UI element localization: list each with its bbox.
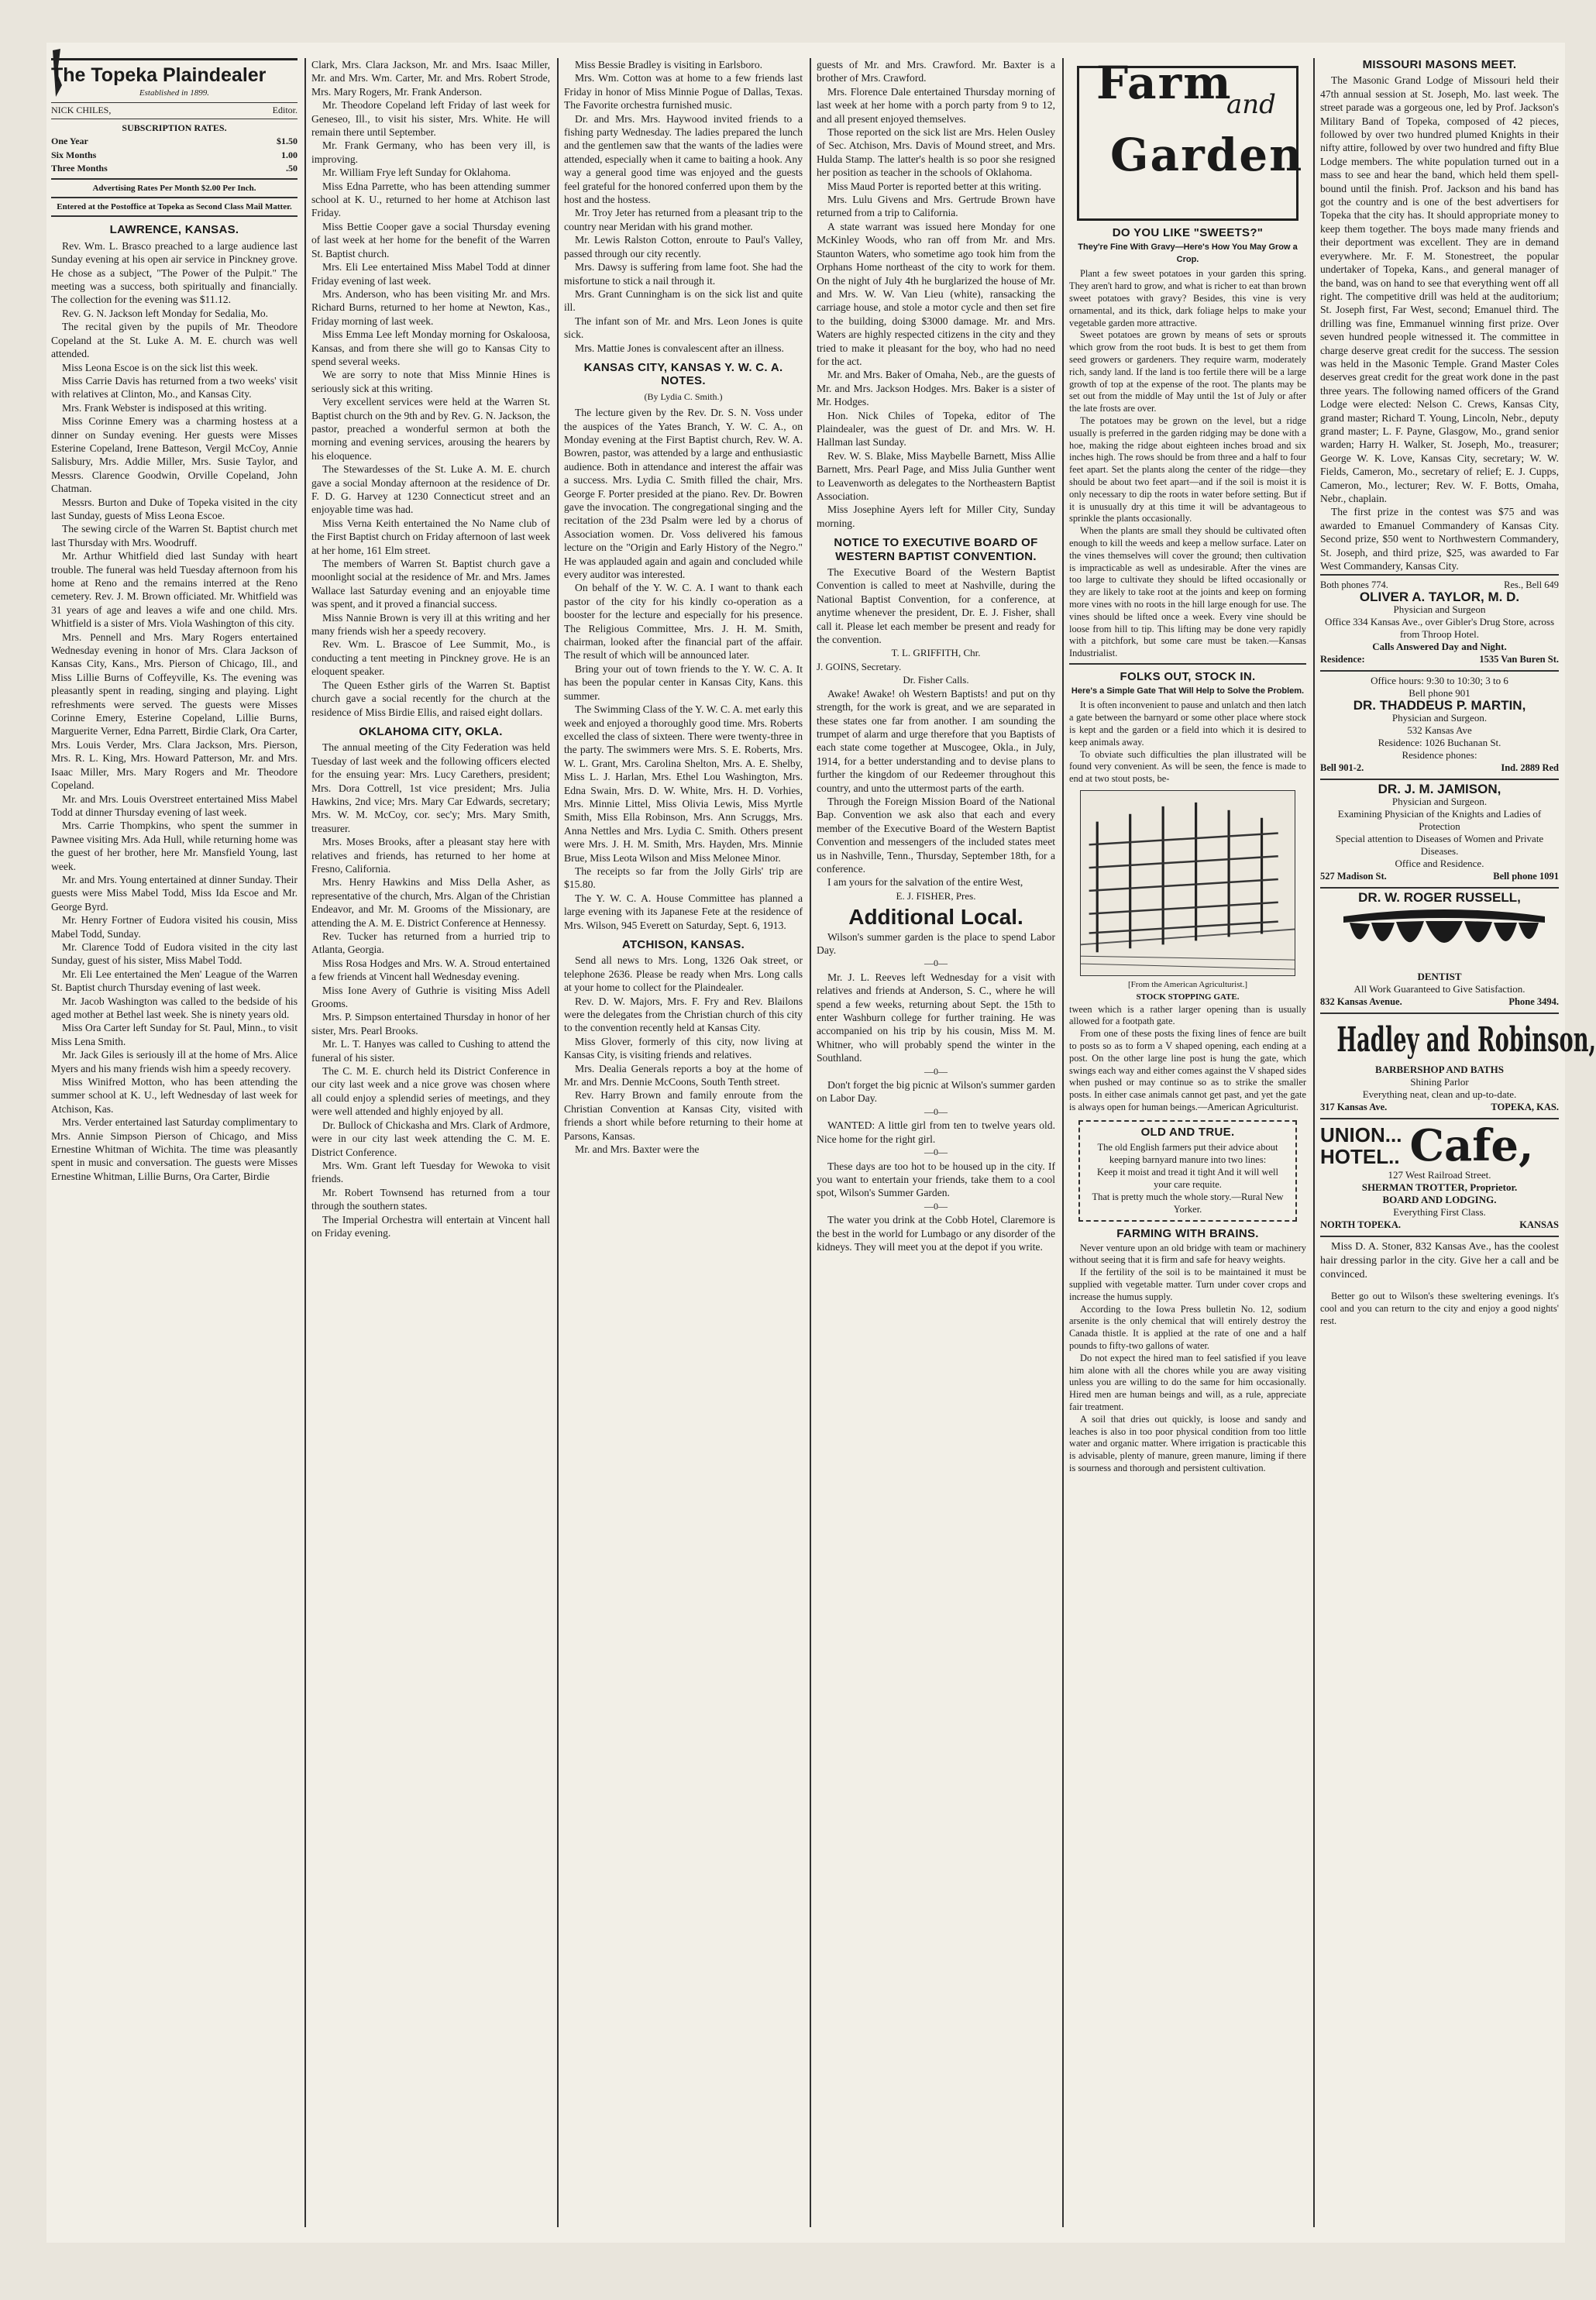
column-6 bbox=[1316, 58, 1596, 2227]
section-heading: ATCHISON, KANSAS. bbox=[621, 938, 745, 951]
byline: (By Lydia C. Smith.) bbox=[644, 390, 723, 402]
illustration-caption: STOCK STOPPING GATE. bbox=[1136, 992, 1240, 1002]
section-heading: KANSAS CITY, KANSAS Y. W. C. A. NOTES. bbox=[583, 360, 783, 388]
signature: J. GOINS, Secretary. bbox=[817, 660, 902, 672]
section-heading-large: Additional Local. bbox=[848, 905, 1023, 930]
teeth-illustration bbox=[1336, 909, 1553, 963]
article-body: Clark, Mrs. Clara Jackson, Mr. and Mrs. Isaac Miller, Mr. and Mrs. Wm. Carter, Mr. and Mrs. Robert Strode, Mrs. Mary Rogers, Mr. Frank Anderson. Mr. Theodore Copeland left Friday of last week for Geneseo, Ill., to visit his sister, Mrs. White. He will remain there until September. Mr. Frank Germany, who has been very ill, is improving. Mr. William Frye left Sunday for Oklahoma. Miss Edna Parrette, who has been attending summer school at K. U., returned to her home at Atchison last Friday. Miss Bettie Cooper gave a social Thursday evening of last week at her home for the benefit of the Warren St. Baptist church. Mrs. Eli Lee entertained Miss Mabel Todd at dinner Friday evening of last week. Mrs. Anderson, who has been visiting Mr. and Mrs. Richard Burns, returned to her home at Newton, Kas., Friday morning of last week. Miss Emma Lee left Monday morning for Oskaloosa, Kansas, and from there she will go to Kansas City to spend several weeks. We are sorry to note that Miss Minnie Hines is seriously sick at this writing. Very excellent services were held at the Warren St. Baptist church on the 9th and by Rev. G. N. Jackson, the pastor, preached a wonderful sermon at both the morning and evening services, arousing the hearers by his eloquence. The Stewardesses of the St. Luke A. M. E. church gave a social Monday afternoon at the residence of Dr. F. D. G. Harvey at 1230 Connecticut street and an enjoyable time was had. Miss Verna Keith entertained the No Name club of the First Baptist church on Friday afternoon of last week at her home, 161 Elm street. The members of Warren St. Baptist church gave a moonlight social at the residence of Mr. and Mrs. James Wallace last Saturday evening and an enjoyable time was spent, and it proved a financial success. Miss Nannie Brown is very ill at this writing and her many friends wish her a speedy recovery. Rev. Wm. L. Brascoe of Lee Summit, Mo., is conducting a tent meeting in Pinckney grove. He is an eloquent speaker. The Queen Esther girls of the Warren St. Baptist church gave a social recently for the church at the residence of Miss Birdie Ellis, and raised eight dollars. bbox=[311, 59, 550, 718]
article-body: guests of Mr. and Mrs. Crawford. Mr. Baxter is a brother of Mrs. Crawford. Mrs. Florence Dale entertained Thursday morning of last week at her home with a porch party from 9 to 12, and all present enjoyed themselves. Those reported on the sick list are Mrs. Helen Ousley of Sec. Atchison, Mrs. Davis of Mound street, and Mrs. Hulda Stamp. The latter's health is so poor she resigned her position as teacher in the schools of Oklahoma. Miss Maud Porter is reported better at this writing. Mrs. Lulu Givens and Mrs. Gertrude Brown have returned from a trip to California. A state warrant was issued here Monday for one McKinley Woods, who ran off from Mr. and Mrs. Staunton Waters, who sometime ago took him from the Orphans Home northeast of the city to work for them. On the night of July 4th he burglarized the house of Mr. and Mrs. W. W. Van Lieu (white), ransacking the carriage house, and stole a motor cycle and then set fire to the building, doing $3000 damage. Mr. and Mrs. Waters are highly respected citizens in the city and they tried to make it pleasant for the boy, who had no need for the act. Mr. and Mrs. Baker of Omaha, Neb., are the guests of Mr. and Mrs. Jackson Hodges. Mrs. Baker is a sister of Mr. Hodges. Hon. Nick Chiles of Topeka, editor of The Plaindealer, was the guest of Dr. and Mrs. W. H. Hallman last Sunday. Rev. W. S. Blake, Miss Maybelle Barnett, Miss Allie Barnett, Mrs. Pearl Page, and Miss Julia Gunther went to Leavenworth as delegates to the Northeastern Baptist Association. Miss Josephine Ayers left for Miller City, Sunday morning. bbox=[817, 59, 1055, 529]
old-and-true-box: OLD AND TRUE. The old English farmers put their advice about keeping barnyard manure into two lines: Keep it moist and tread it tight And it will well your care requite. That is pretty much the whole story.—Rural New Yorker. bbox=[1078, 1120, 1297, 1222]
notice-wilson: Better go out to Wilson's these sweltering evenings. It's cool and you can return to the city and enjoy a good nights' rest. bbox=[1320, 1291, 1559, 1327]
newspaper-page bbox=[46, 43, 1596, 2243]
article-body: Send all news to Mrs. Long, 1326 Oak street, or telephone 2636. Please be ready when Mrs. Long calls at your home to collect for the Plaindealer. Rev. D. W. Majors, Mrs. F. Fry and Rev. Blailons were the delegates from the Christian church of this city to the convention recently held at Kansas City. Miss Glover, formerly of this city, now living at Kansas City, is visiting friends and relatives. Mrs. Dealia Generals reports a boy at the home of Mr. and Mrs. Dennie McCoons, South Tenth street. Rev. Harry Brown and family enroute from the Christian Convention at Kansas City, visited with friends a short while before returning to their home at Parsons, Kansas. Mr. and Mrs. Baxter were the bbox=[564, 954, 803, 1156]
subscription-title: SUBSCRIPTION RATES. bbox=[122, 122, 227, 133]
ad-oliver-taylor: Both phones 774. Res., Bell 649 OLIVER A. TAYLOR, M. D. Physician and Surgeon Office 334 Kansas Ave., over Gibler's Drug Store, across from Throop Hotel. Calls Answered Day and Night. Residence: 1535 Van Buren St. bbox=[1320, 574, 1559, 669]
banner-word-and: and bbox=[1226, 89, 1276, 120]
ad-jamison: DR. J. M. JAMISON, Physician and Surgeon. Examining Physician of the Knights and Ladies of Protection Special attention to Diseases of Women and Private Diseases. Office and Residence. 527 Madison St. Bell phone 1091 bbox=[1320, 779, 1559, 885]
rate-row: Six Months 1.00 bbox=[51, 149, 298, 160]
fence-gate-image bbox=[1081, 791, 1295, 975]
section-heading: OKLAHOMA CITY, OKLA. bbox=[359, 724, 503, 738]
masthead-established: Established in 1899. bbox=[139, 88, 210, 98]
subheading: Dr. Fisher Calls. bbox=[903, 674, 969, 686]
ad-hadley-robinson: Hadley and Robinson, BARBERSHOP AND BATHS Shining Parlor Everything neat, clean and up-to-date. 317 Kansas Ave. TOPEKA, KAS. bbox=[1320, 1012, 1559, 1116]
section-heading: DO YOU LIKE "SWEETS?" bbox=[1112, 226, 1264, 239]
section-heading: FARMING WITH BRAINS. bbox=[1116, 1226, 1259, 1240]
article-body: Awake! Awake! oh Western Baptists! and put on thy strength, for the work is great, and we are separated in these states one far from another. I am sounding the trumpet of alarm and urge therefore that you Baptists of each state come together at Muscogee, Okla., in July, 1914, for a better understanding and to devise plans to further the kingdom of our Redeemer throughout this country, and unto the uttermost parts of the earth. Through the Foreign Mission Board of the National Bap. Convention we ask also that each and every member of the Executive Board of the Western Baptist Convention and messengers of the included states meet us in Nashville, Tenn., Thursday, September 18th, for a conference. I am yours for the salvation of the entire West, bbox=[817, 687, 1055, 889]
signature: T. L. GRIFFITH, Chr. bbox=[891, 647, 981, 659]
section-heading: LAWRENCE, KANSAS. bbox=[109, 223, 239, 237]
article-body: tween which is a rather larger opening than is usually allowed for a footpath gate. From one of these posts the fixing lines of fence are built to posts so as to form a V shaped opening, each ending at a post. On the other large line post is hung the gate, which swings each way and either comes against the V shaped sides when pushed or may continue so as to strike the smaller posts. In either case animals cannot get past, and yet the gate is always open for human beings.—American Agriculturist. bbox=[1069, 1003, 1306, 1113]
farm-and-garden-banner bbox=[1077, 57, 1304, 221]
article-body: The Executive Board of the Western Baptist Convention is called to meet at Nashville, during the National Baptist Convention, for a conference, at anytime whenever the president, Dr. E. J. Fisher, shall call it. Please let each member be present and ready for the convention. bbox=[817, 566, 1055, 646]
section-heading: OLD AND TRUE. bbox=[1140, 1125, 1235, 1139]
ad-union-hotel-cafe: UNION... HOTEL.. Cafe, 127 West Railroad Street. SHERMAN TROTTER, Proprietor. BOARD AND LODGING. Everything First Class. NORTH TOPEKA. KANSAS bbox=[1320, 1118, 1559, 1234]
column-4 bbox=[812, 58, 1060, 2227]
editor-line bbox=[51, 102, 298, 119]
article-body: The lecture given by the Rev. Dr. S. N. Voss under the auspices of the Yates Branch, Y. W. C. A., on Monday evening at the First Baptist church, Rev. W. A. Bowren, pastor, was attended by a large and enthusiastic audience. Both in attendance and interest the affair was a success. Mrs. Lydia C. Smith filled the chair, Mrs. George F. Porter presided at the piano. Rev. Dr. Bowren gave the invocation. The congregational singing and the recitation of the 23d Psalm were led by a chorus of Association women. Dr. Voss delivered his famous lecture on the "Origin and Early History of the Negro." He was applauded again and again and concluded while every auditor was interested. On behalf of the Y. W. C. A. I want to thank each pastor of the city for his kindly co-operation as a booster for the lecture and especially for his presence. The Religious Committee, Mrs. J. H. M. Smith, chairman, looked after the financial part of the affair. The result of which will be announced later. Bring your out of town friends to the Y. W. C. A. It has been the popular center in Kansas City, Kans. this summer. The Swimming Class of the Y. W. C. A. met early this week and enjoyed a thoroughly good time. Mrs. Roberts excelled the class of sixteen. There were twenty-three in the party. The swimmers were Mrs. S. E. Roberts, Mrs. W. L. Grant, Mrs. Carolina Shelton, Mrs. A. E. Shelby, Miss L. J. Harlan, Mrs. Ethel Lou Washington, Mrs. Edna Swain, Mrs. D. W. White, Mrs. H. D. Vorhies, Mrs. Minnie Littel, Miss Olivia Lewis, Miss Myrtle Smith, Miss Ella Robinson, Mrs. Ann Scruggs, Mrs. Anna Nettles and Mrs. Lydia C. Smith. Others present were Mrs. J. H. M. Smith, Mrs. Hayden, Mrs. Minnie Brue, Miss Leota Wilson and Miss Melonee Minor. The receipts so far from the Jolly Girls' trip are $15.80. The Y. W. C. A. House Committee has planned a large evening with its Japanese Fete at the residence of Mrs. Wilson, 945 Everett on Saturday, Sept. 6, 1913. bbox=[564, 407, 803, 931]
section-heading: NOTICE TO EXECUTIVE BOARD OF WESTERN BAPTIST CONVENTION. bbox=[834, 536, 1038, 563]
rate-row: One Year $1.50 bbox=[51, 136, 298, 147]
editor-name: NICK CHILES, bbox=[51, 105, 112, 116]
column-3 bbox=[559, 58, 807, 2227]
gate-illustration bbox=[1080, 790, 1295, 976]
subheading: They're Fine With Gravy—Here's How You May Grow a Crop. bbox=[1078, 242, 1298, 264]
section-heading: MISSOURI MASONS MEET. bbox=[1362, 58, 1517, 71]
article-body: The Masonic Grand Lodge of Missouri held their 47th annual session at St. Joseph, Mo. last week. The street parade was a gorgeous one, led by Prof. Jackson's Military Band of Topeka, composed of 42 pieces, followed by over two hundred plumed Knights in their nifty attire, followed by over two hundred and fifty Blue Lodge members. The white population turned out in a mass to see and hear the band, which held them spell-bound until the finish. Prof. Jackson and his band has got the country and is one of the best advertisers for Topeka that the city has. It should appropriate money to keep them together. The boys made many friends and their deportment was excellent. They are in demand everywhere. Mr. F. M. Stonestreet, the popular undertaker of Topeka, Kans., and general manager of the band, was on hand to see that everything went off all right. The competitive drill was held at the auditorium; St. Joseph first, Far West, second; Emanuel third. The drilling was fine, Emmanuel winning first prize. Over seven hundred people witnessed it. The committee in charge deserve great credit for the success. The session was held in the Masonic Temple. Grand Master Coles deserves great credit for the great work done in the past three years. The following named officers of the Grand Lodge were elected: Nelson C. Crews, Kansas City, grand master; Richard T. Young, Lincoln, Nebr., deputy grand master; L. F. Payne, Glasgow, Mo., grand senior warden; Harry H. Walker, St. Joseph, Mo., treasurer; George W. K. Love, Kansas City, secretary; W. W. Fields, Cameron, Mo., secretary of relief; E. J. Cupps, Cameron, Mo., lecturer; Rev. W. F. Botts, Omaha, Nebr., chaplain. The first prize in the contest was $75 and was awarded to Emanuel Commandery of Kansas City. Second prize, $50 went to Northwestern Commandery, St. Joseph, and third prize, $25, was awarded to Far West Commandery, Kansas City. bbox=[1320, 74, 1559, 572]
masthead-title: The Topeka Plaindealer bbox=[51, 58, 298, 87]
ad-roger-russell: DR. W. ROGER RUSSELL, DENTIST All Work Guaranteed to Give Satisfaction. 832 Kansas Avenue. Phone 3494. bbox=[1320, 887, 1559, 1011]
column-2 bbox=[307, 58, 555, 2227]
column-1 bbox=[46, 58, 302, 2227]
subheading: Here's a Simple Gate That Will Help to Solve the Problem. bbox=[1071, 686, 1305, 696]
article-body: Never venture upon an old bridge with team or machinery without seeing that it is firm and safe for heavy weights. If the fertility of the soil is to be maintained it must be supplied with vegetable matter. Turn under cover crops and increase the humus supply. According to the Iowa Press bulletin No. 12, sodium arsenite is the only chemical that will entirely destroy the Canada thistle. It is applied at the rate of one and a half pounds to fifty-two gallons of water. Do not expect the hired man to feel satisfied if you leave him alone with all the chores while you are away visiting unless you are willing to do the same for him occasionally. Hired men are human beings and will, as a rule, appreciate fair treatment. A soil that dries out quickly, is loose and sandy and leaches is also in too poor physical condition from too little water and organic matter. Where irrigation is practicable this is advisable, plenty of manure, green manure, liming if there is sourness and thorough and persistent cultivation. bbox=[1069, 1242, 1306, 1473]
editor-role: Editor. bbox=[272, 105, 298, 116]
banner-word-garden: Garden bbox=[1110, 129, 1304, 181]
postoffice-notice: Entered at the Postoffice at Topeka as Second Class Mail Matter. bbox=[57, 202, 292, 212]
article-body: Plant a few sweet potatoes in your garden this spring. They aren't hard to grow, and what is richer to eat than brown sweet potatoes with gravy? Besides, this vine is very ornamental, and its thick, dark foliage helps to make your vegetable garden more attractive. Sweet potatoes are grown by means of sets or sprouts which grow from the root buds. It is best to get them from seed growers or gardeners. They require warm, moderately rich, sandy land. If the land is too fertile there will be a large growth of top at the expense of the root. The plants may be set out from the middle of May until the 1st of July or after the late frosts are over. The potatoes may be grown on the level, but a ridge usually is preferred in the garden ridging may be done with a hoe, making the ridge about eighteen inches broad and six inches high. The rows should be from three and a half to four feet apart. Set the plants along the center of the ridge—they should be about two feet apart—and if the soil is moist it is only necessary to dip the roots in water before setting. But if it is unusually dry at this time it will be advantageous to sprinkle the plants occasionally. When the plants are small they should be cultivated often enough to kill the weeds and keep a mellow surface. Later on the vines themselves will cover the ground; then cultivation is impracticable as well as undesirable. After the vines are too large to cultivate they should be lifted occasionally or they are likely to take root at the joints and keep on forming more vines with no roots in the hill large enough for use. The vines should be lifted once a week. Every vine should be loose from hill to tip. This lifting may be done very rapidly with a pitchfork, but some care must be taken.—Kansas Industrialist. bbox=[1069, 268, 1306, 659]
notice-stoner: Miss D. A. Stoner, 832 Kansas Ave., has the coolest hair dressing parlor in the city. Give her a call and be convinced. bbox=[1320, 1236, 1559, 1285]
column-5 bbox=[1065, 58, 1311, 2227]
article-body: Rev. Wm. L. Brasco preached to a large audience last Sunday evening at his open air service in Pinckney grove. He chose as a subject, "The Power of the Pulpit." The meeting was a success, both spiritually and financially. The collection for the evening was $11.12. Rev. G. N. Jackson left Monday for Sedalia, Mo. The recital given by the pupils of Mr. Theodore Copeland at the St. Luke A. M. E. church was well attended. Miss Leona Escoe is on the sick list this week. Miss Carrie Davis has returned from a two weeks' visit with relatives at Clinton, Mo., and Kansas City. Mrs. Frank Webster is indisposed at this writing. Miss Corinne Emery was a charming hostess at a dinner on Sunday evening. Her guests were Misses Esterine Copeland, Irene Batteson, Vergil McCoy, Annie Salisbury, Mrs. Addie Miller, Mrs. Susie Taylor, and Messrs. Clarence Goodwin, Orville Copeland, John Chatman. Messrs. Burton and Duke of Topeka visited in the city last Sunday, guests of Miss Leona Escoe. The sewing circle of the Warren St. Baptist church met last Thursday with Mrs. Woodruff. Mr. Arthur Whitfield died last Sunday with heart trouble. The funeral was held Tuesday afternoon from his home at Reno and the remains interred at the Reno cemetery. Rev. J. M. Brown officiated. Mr. Whitfield was 31 years of age and leaves a wife and one child. Mrs. Whitfield is a sister of Mrs. Viola Washington of this city. Mrs. Pennell and Mrs. Mary Rogers entertained Wednesday evening in honor of Mrs. Clara Jackson of Kansas City, Kans., Mrs. Pierson of Chicago, Ill., and Miss Lillie Burns of Coffeyville, Ks. The evening was pleasantly spent in reading, singing and playing. Light refreshments were served. The guests were Misses Corinne Emery, Esterine Copeland, Lillie Burns, Marguerite Verner, Edna Parrett, Birdie Clark, Ora Carter, Mrs. Louis Verder, Mrs. Clara Jackson, Mrs. Pierson, Mrs. R. L. King, Mrs. Howard Patterson, Mr. and Mrs. Isaac Miller, Mrs. Mary Rogers and Mr. Theodore Copeland. Mr. and Mrs. Louis Overstreet entertained Miss Mabel Todd at dinner Thursday evening of last week. Mrs. Carrie Thompkins, who spent the summer in Pawnee visiting Mrs. Ada Hull, while returning home was the guest of her brother, here Mr. Mansfield Young, last week. Mr. and Mrs. Young entertained at dinner Sunday. Their guests were Miss Mabel Todd, Miss Ida Escoe and Mr. George Byrd. Mr. Henry Fortner of Eudora visited his cousin, Miss Mabel Todd, Sunday. Mr. Clarence Todd of Eudora visited in the city last Sunday, guest of his sister, Miss Mabel Todd. Mr. Eli Lee entertained the Men' League of the Warren St. Baptist church Thursday evening of last week. Mr. Jacob Washington was called to the bedside of his aged mother at Bethel last week. She is ninety years old. Miss Ora Carter left Sunday for St. Paul, Minn., to visit Miss Lena Smith. Mr. Jack Giles is seriously ill at the home of Mrs. Alice Myers and his many friends wish him a speedy recovery. Miss Winifred Motton, who has been attending the summer school at K. U., left Wednesday of last week for Atchison, Kas. Mrs. Verder entertained last Saturday complimentary to Mrs. Annie Simpson Pierson of Chicago, and Miss Ernestine Whitman of Wichita. The time was pleasantly spent in music and conversation. The guests were Misses Ernestine Whitman, Lillie Burns, Ora Carter, Birdie bbox=[51, 239, 298, 1182]
article-body: Wilson's summer garden is the place to spend Labor Day. —0— Mr. J. L. Reeves left Wednesday for a visit with relatives and friends at Anderson, S. C., where he will spend a few weeks, returning about Sept. the 15th to enter Washburn college for further training. He was accompanied on his trip by his cousin, Miss M. M. Whitner, who will probably spend the winter in the Southland. —0— Don't forget the big picnic at Wilson's summer garden on Labor Day. —0— WANTED: A little girl from ten to twelve years old. Nice home for the right girl. —0— These days are too hot to be housed up in the city. If you want to entertain your friends, take them to a cool spot, Wilson's Summer Garden. —0— The water you drink at the Cobb Hotel, Claremore is the best in the world for Lumbago or any disorder of the kidneys. They will meet you at the depot if you write. bbox=[817, 930, 1055, 1253]
signature: E. J. FISHER, Pres. bbox=[896, 889, 976, 902]
ad-thaddeus-martin: Office hours: 9:30 to 10:30; 3 to 6 Bell phone 901 DR. THADDEUS P. MARTIN, Physician and Surgeon. 532 Kansas Ave Residence: 1026 Buchanan St. Residence phones: Bell 901-2. Ind. 2889 Red bbox=[1320, 670, 1559, 777]
section-heading: FOLKS OUT, STOCK IN. bbox=[1120, 669, 1256, 683]
illustration-credit: [From the American Agriculturist.] bbox=[1128, 980, 1247, 990]
article-body: The annual meeting of the City Federation was held Tuesday of last week and the following officers elected for the ensuing year: Mrs. Lucy Carethers, president; Mrs. Dora Cottrell, 1st vice president; Mrs. Julia Hawkins, 2nd vice; Mrs. Mary Car Edwards, secretary; Mrs. W. M. McCoy, cor. sec'y; Mrs. Mary Smith, treasurer. Mrs. Moses Brooks, after a pleasant stay here with relatives and friends, has returned to her home at Fresno, California. Mrs. Henry Hawkins and Miss Della Asher, as representative of the church, Mrs. Algan of the Christian Endeavor, and Mr. M. Grooms of the Missionary, are attending the A. M. E. District Conference at Hennessy. Rev. Tucker has returned from a hurried trip to Atlanta, Georgia. Miss Rosa Hodges and Mrs. W. A. Stroud entertained a few friends at Vincent hall Wednesday evening. Miss Ione Avery of Guthrie is visiting Miss Adell Grooms. Mrs. P. Simpson entertained Thursday in honor of her sister, Mrs. Pearl Brooks. Mr. L. T. Hanyes was called to Cushing to attend the funeral of his sister. The C. M. E. church held its District Conference in our city last week and a nice grove was chosen where all could enjoy a splendid series of meetings, and they were well attended and highly enjoyed by all. Dr. Bullock of Chickasha and Mrs. Clark of Ardmore, were in our city last week attending the C. M. E. District Conference. Mrs. Wm. Grant left Tuesday for Wewoka to visit friends. Mr. Robert Townsend has returned from a tour through the southern states. The Imperial Orchestra will entertain at Vincent hall on Friday evening. bbox=[311, 741, 550, 1239]
article-body: It is often inconvenient to pause and unlatch and then latch a gate between the barnyard or some other place where stock is kept and the garden or a field into which it is desired to keep animals away. To obviate such difficulties the plan illustrated will be found very convenient. As will be seen, the fence is made to end at two stout posts, be- bbox=[1069, 700, 1306, 785]
rate-row: Three Months .50 bbox=[51, 163, 298, 174]
banner-word-farm: Farm bbox=[1096, 57, 1233, 109]
article-body: Miss Bessie Bradley is visiting in Earlsboro. Mrs. Wm. Cotton was at home to a few friends last Friday in honor of Miss Minnie Pogue of Dallas, Texas. The Favorite orchestra furnished music. Dr. and Mrs. Mrs. Haywood invited friends to a fishing party Wednesday. The ladies prepared the lunch and the gentlemen saw that the wants of the ladies were attended, especially when it came to baiting a hook. Any way a general good time was enjoyed and the guests feel grateful for the honored conferred upon them by the host and the hostess. Mr. Troy Jeter has returned from a pleasant trip to the country near Meridan with his grand mother. Mr. Lewis Ralston Cotton, enroute to Paul's Valley, passed through our city recently. Mrs. Dawsy is suffering from lame foot. She had the misfortune to stick a nail through it. Mrs. Grant Cunningham is on the sick list and quite ill. The infant son of Mr. and Mrs. Leon Jones is quite sick. Mrs. Mattie Jones is convalescent after an illness. bbox=[564, 59, 803, 354]
advertising-rates: Advertising Rates Per Month $2.00 Per Inch. bbox=[92, 184, 256, 194]
